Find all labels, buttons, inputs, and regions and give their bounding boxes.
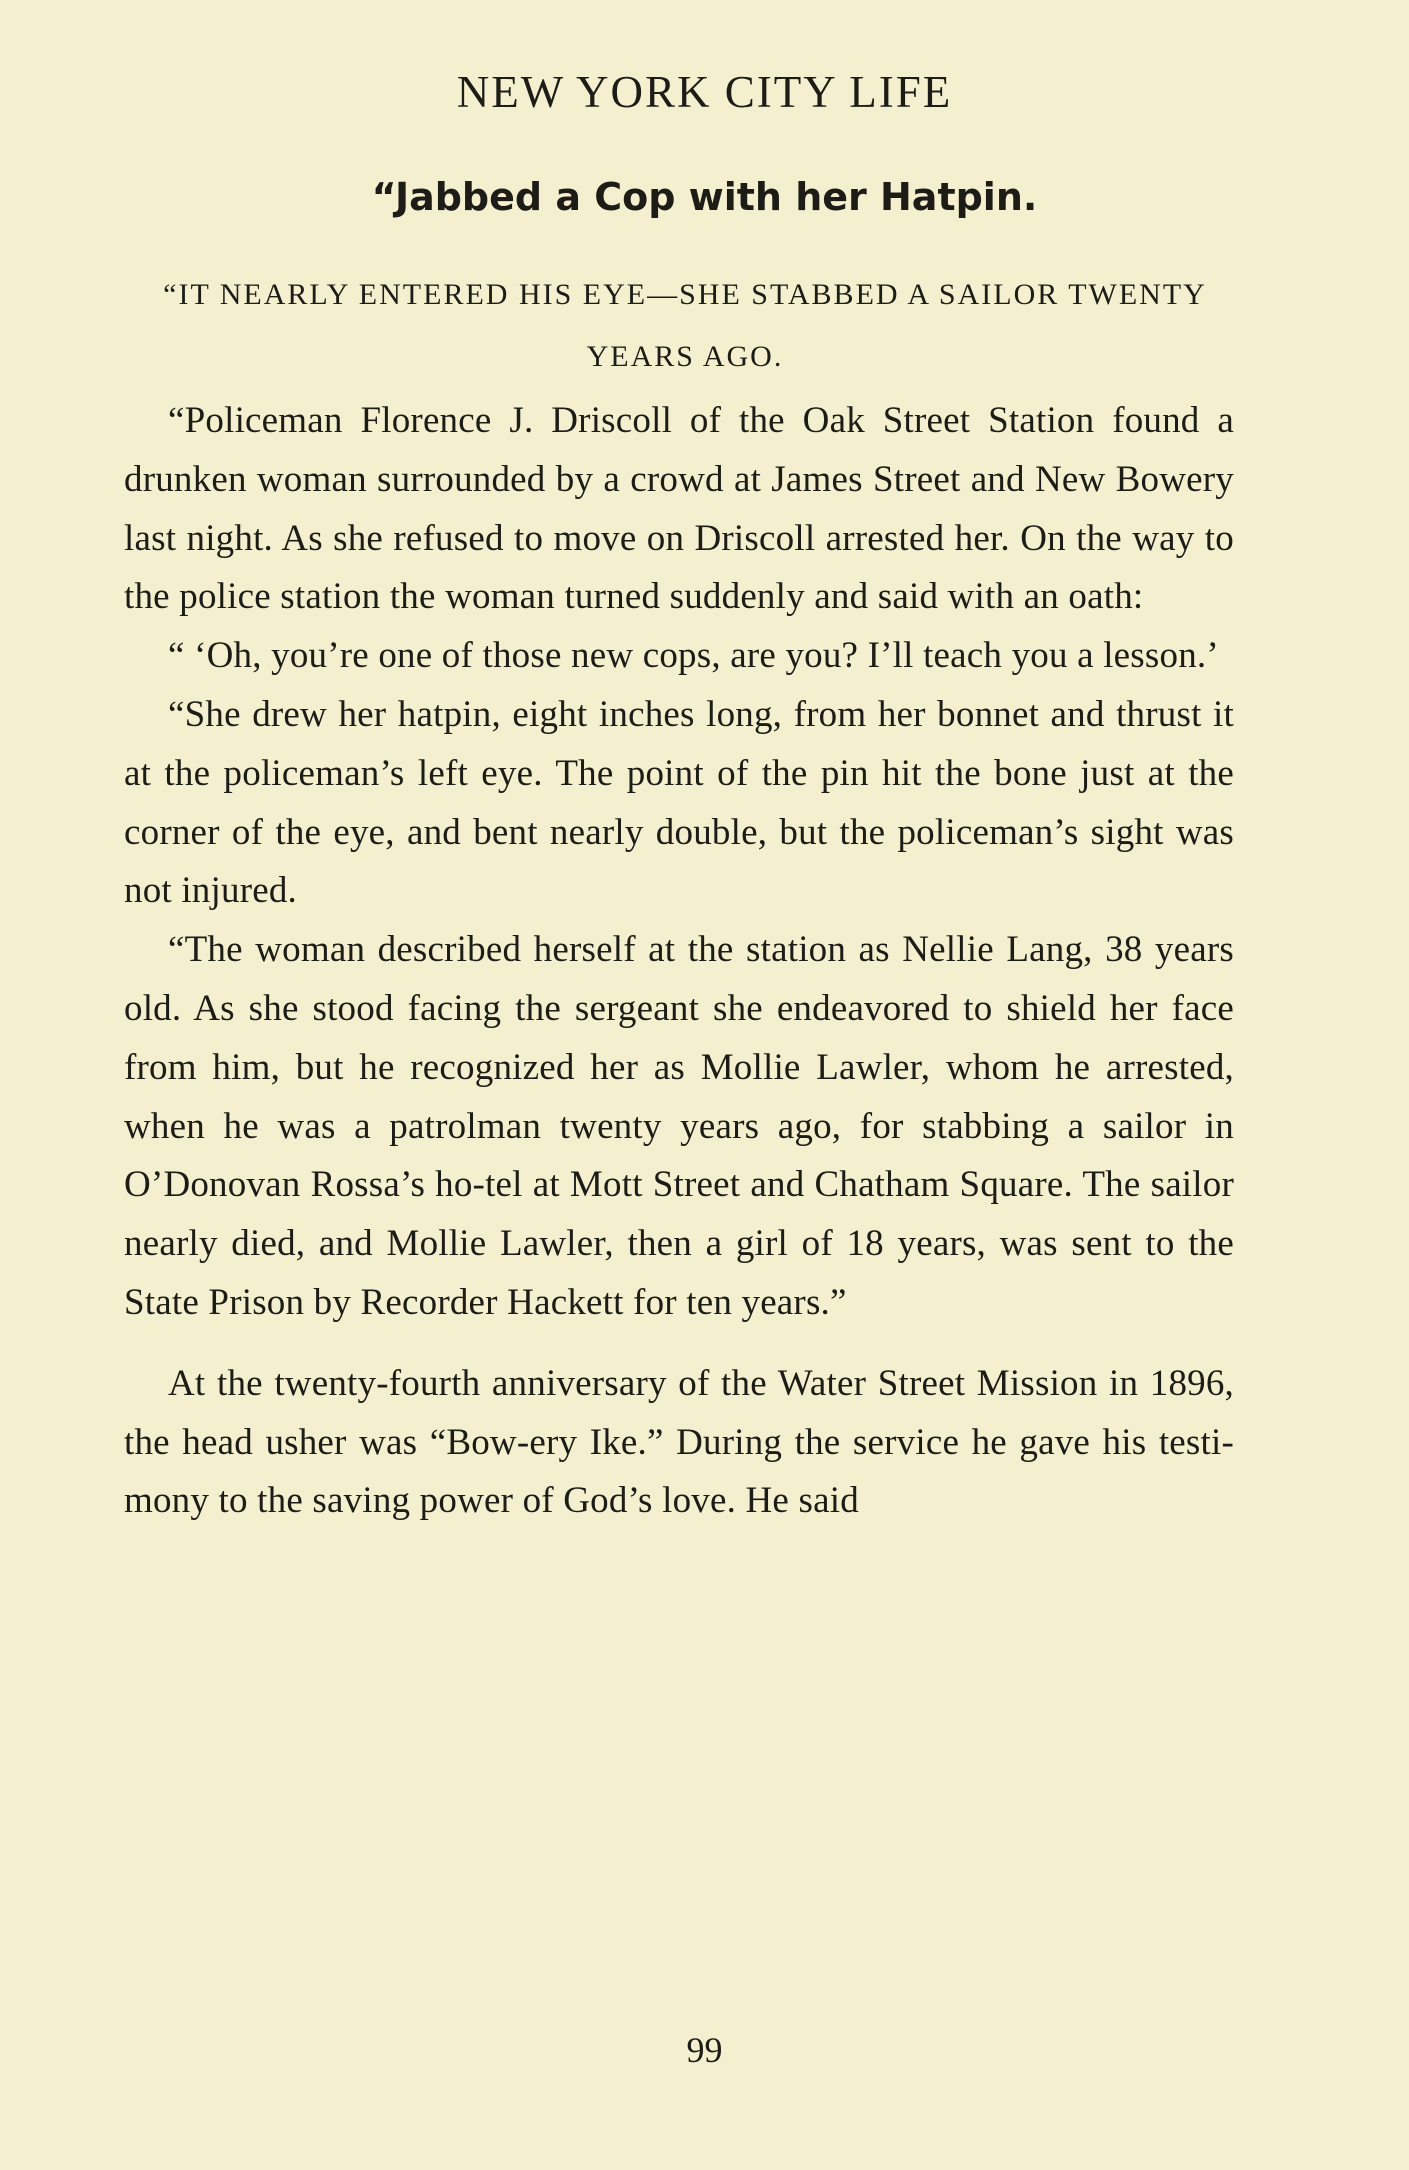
paragraph: “The woman described herself at the station as Nellie Lang, 38 years old. As she stood facing the sergeant she endeavored to shield her face from him, but he recognized her as Mollie Lawler, whom he arrested, when he was a patrolman twenty years ago, for stabbing a sailor in O’Donovan Rossa’s ho-tel at Mott Street and Chatham Square. The sailor nearly died, and Mollie Lawler, then a girl of 18 years, was sent to the State Prison by Recorder Hackett for ten years.” xyxy=(124,929,1234,1323)
page-number: 99 xyxy=(686,2030,723,2070)
body-text xyxy=(124,392,1234,1531)
paragraph: At the twenty-fourth anniversary of the Water Street Mission in 1896, the head usher was “Bow-ery Ike.” During the service he gave his testi-mony to the saving power of God’s love. He said xyxy=(124,1362,1234,1522)
paragraph: “ ‘Oh, you’re one of those new cops, are you? I’ll teach you a lesson.’ xyxy=(168,635,1219,677)
article-headline: “Jabbed a Cop with her Hatpin. xyxy=(371,175,1038,219)
paragraph: “She drew her hatpin, eight inches long, from her bonnet and thrust it at the policeman’s left eye. The point of the pin hit the bone just at the corner of the eye, and bent nearly double, but the policeman’s sight was not injured. xyxy=(124,693,1234,912)
paragraph: “Policeman Florence J. Driscoll of the Oak Street Station found a drunken woman surrounded by a crowd at James Street and New Bowery last night. As she refused to move on Driscoll arrested her. On the way to the police station the woman turned suddenly and said with an oath: xyxy=(124,400,1234,618)
article-subhead: “IT NEARLY ENTERED HIS EYE—SHE STABBED A SAILOR TWENTY YEARS AGO. xyxy=(163,278,1207,373)
running-head: NEW YORK CITY LIFE xyxy=(456,67,953,117)
